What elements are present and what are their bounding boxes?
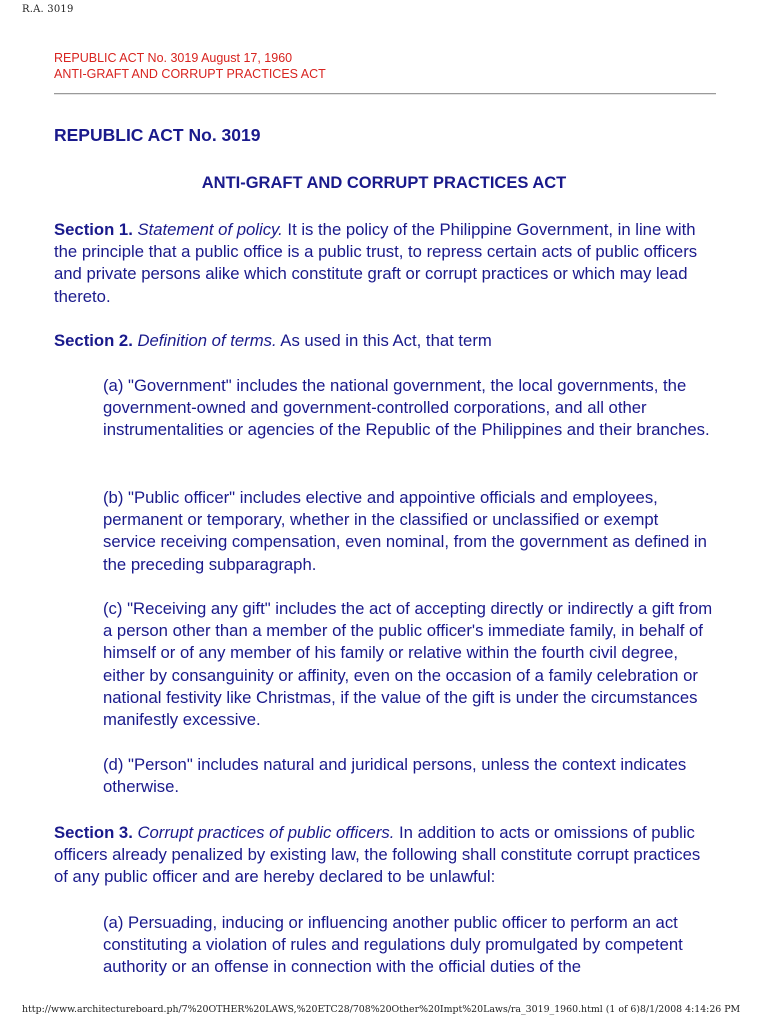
paragraph-c-receiving-gift: (c) "Receiving any gift" includes the act of accepting directly or indirectly a gift from a person other than a member of the public officer's immediate family, in behalf of himself or of any member of his family or relative within the fourth civil degree, either by consanguinity or affinity, even on the occasion of a family celebration or national festivity like Christmas, if the value of the gift is under the circumstances manifestly excessive. (103, 599, 713, 730)
section-text: It is the policy of the Philippine Government, in line with the principle that a public office is a public trust, to repress certain acts of public officers and private persons alike which constitute graft or corrupt practices or which may lead thereto. (54, 220, 698, 306)
section-text: As used in this Act, that term (276, 331, 492, 350)
paragraph-b-public-officer: (b) "Public officer" includes elective and appointive officials and employees, permanent or temporary, whether in the classified or unclassified or exempt service receiving compensation, even nominal, from the government as defined in the preceding subparagraph. (103, 488, 707, 574)
paragraph-d-person: (d) "Person" includes natural and juridical persons, unless the context indicates otherwise. (103, 755, 687, 797)
paragraph-a-persuading: (a) Persuading, inducing or influencing another public officer to perform an act constituting a violation of rules and regulations duly promulgated by competent authority or an offense in connection with the official duties of the (103, 913, 683, 977)
running-header: R.A. 3019 (22, 4, 74, 15)
section-heading: Statement of policy. (137, 220, 283, 239)
document-subtitle: ANTI-GRAFT AND CORRUPT PRACTICES ACT (201, 174, 567, 192)
section-number: Section 2. (54, 331, 133, 350)
section-3 (54, 822, 714, 889)
section-text: In addition to acts or omissions of public officers already penalized by existing law, the following shall constitute corrupt practices of any public officer and are hereby declared to be unlawful: (54, 823, 701, 887)
paragraph-a-government: (a) "Government" includes the national government, the local governments, the government-owned and government-controlled corporations, and all other instrumentalities or agencies of the Republic of the Philippines and their branches. (103, 376, 710, 440)
document-title: REPUBLIC ACT No. 3019 (54, 125, 261, 145)
act-date-line: REPUBLIC ACT No. 3019 August 17, 1960 (54, 51, 293, 65)
section-number: Section 3. (54, 823, 133, 842)
section-2 (54, 330, 714, 352)
horizontal-rule (54, 93, 716, 95)
act-name-line: ANTI-GRAFT AND CORRUPT PRACTICES ACT (54, 67, 326, 81)
section-number: Section 1. (54, 220, 133, 239)
section-1 (54, 219, 714, 308)
section-heading: Definition of terms. (137, 331, 277, 350)
page-footer-url: http://www.architectureboard.ph/7%20OTHER%20LAWS,%20ETC28/708%20Other%20Impt%20Laws/ra_3019_1960.html (1 of 6)8/1/2008 4:14:26 PM (22, 1004, 741, 1015)
section-heading: Corrupt practices of public officers. (137, 823, 395, 842)
top-title-block (54, 50, 718, 82)
